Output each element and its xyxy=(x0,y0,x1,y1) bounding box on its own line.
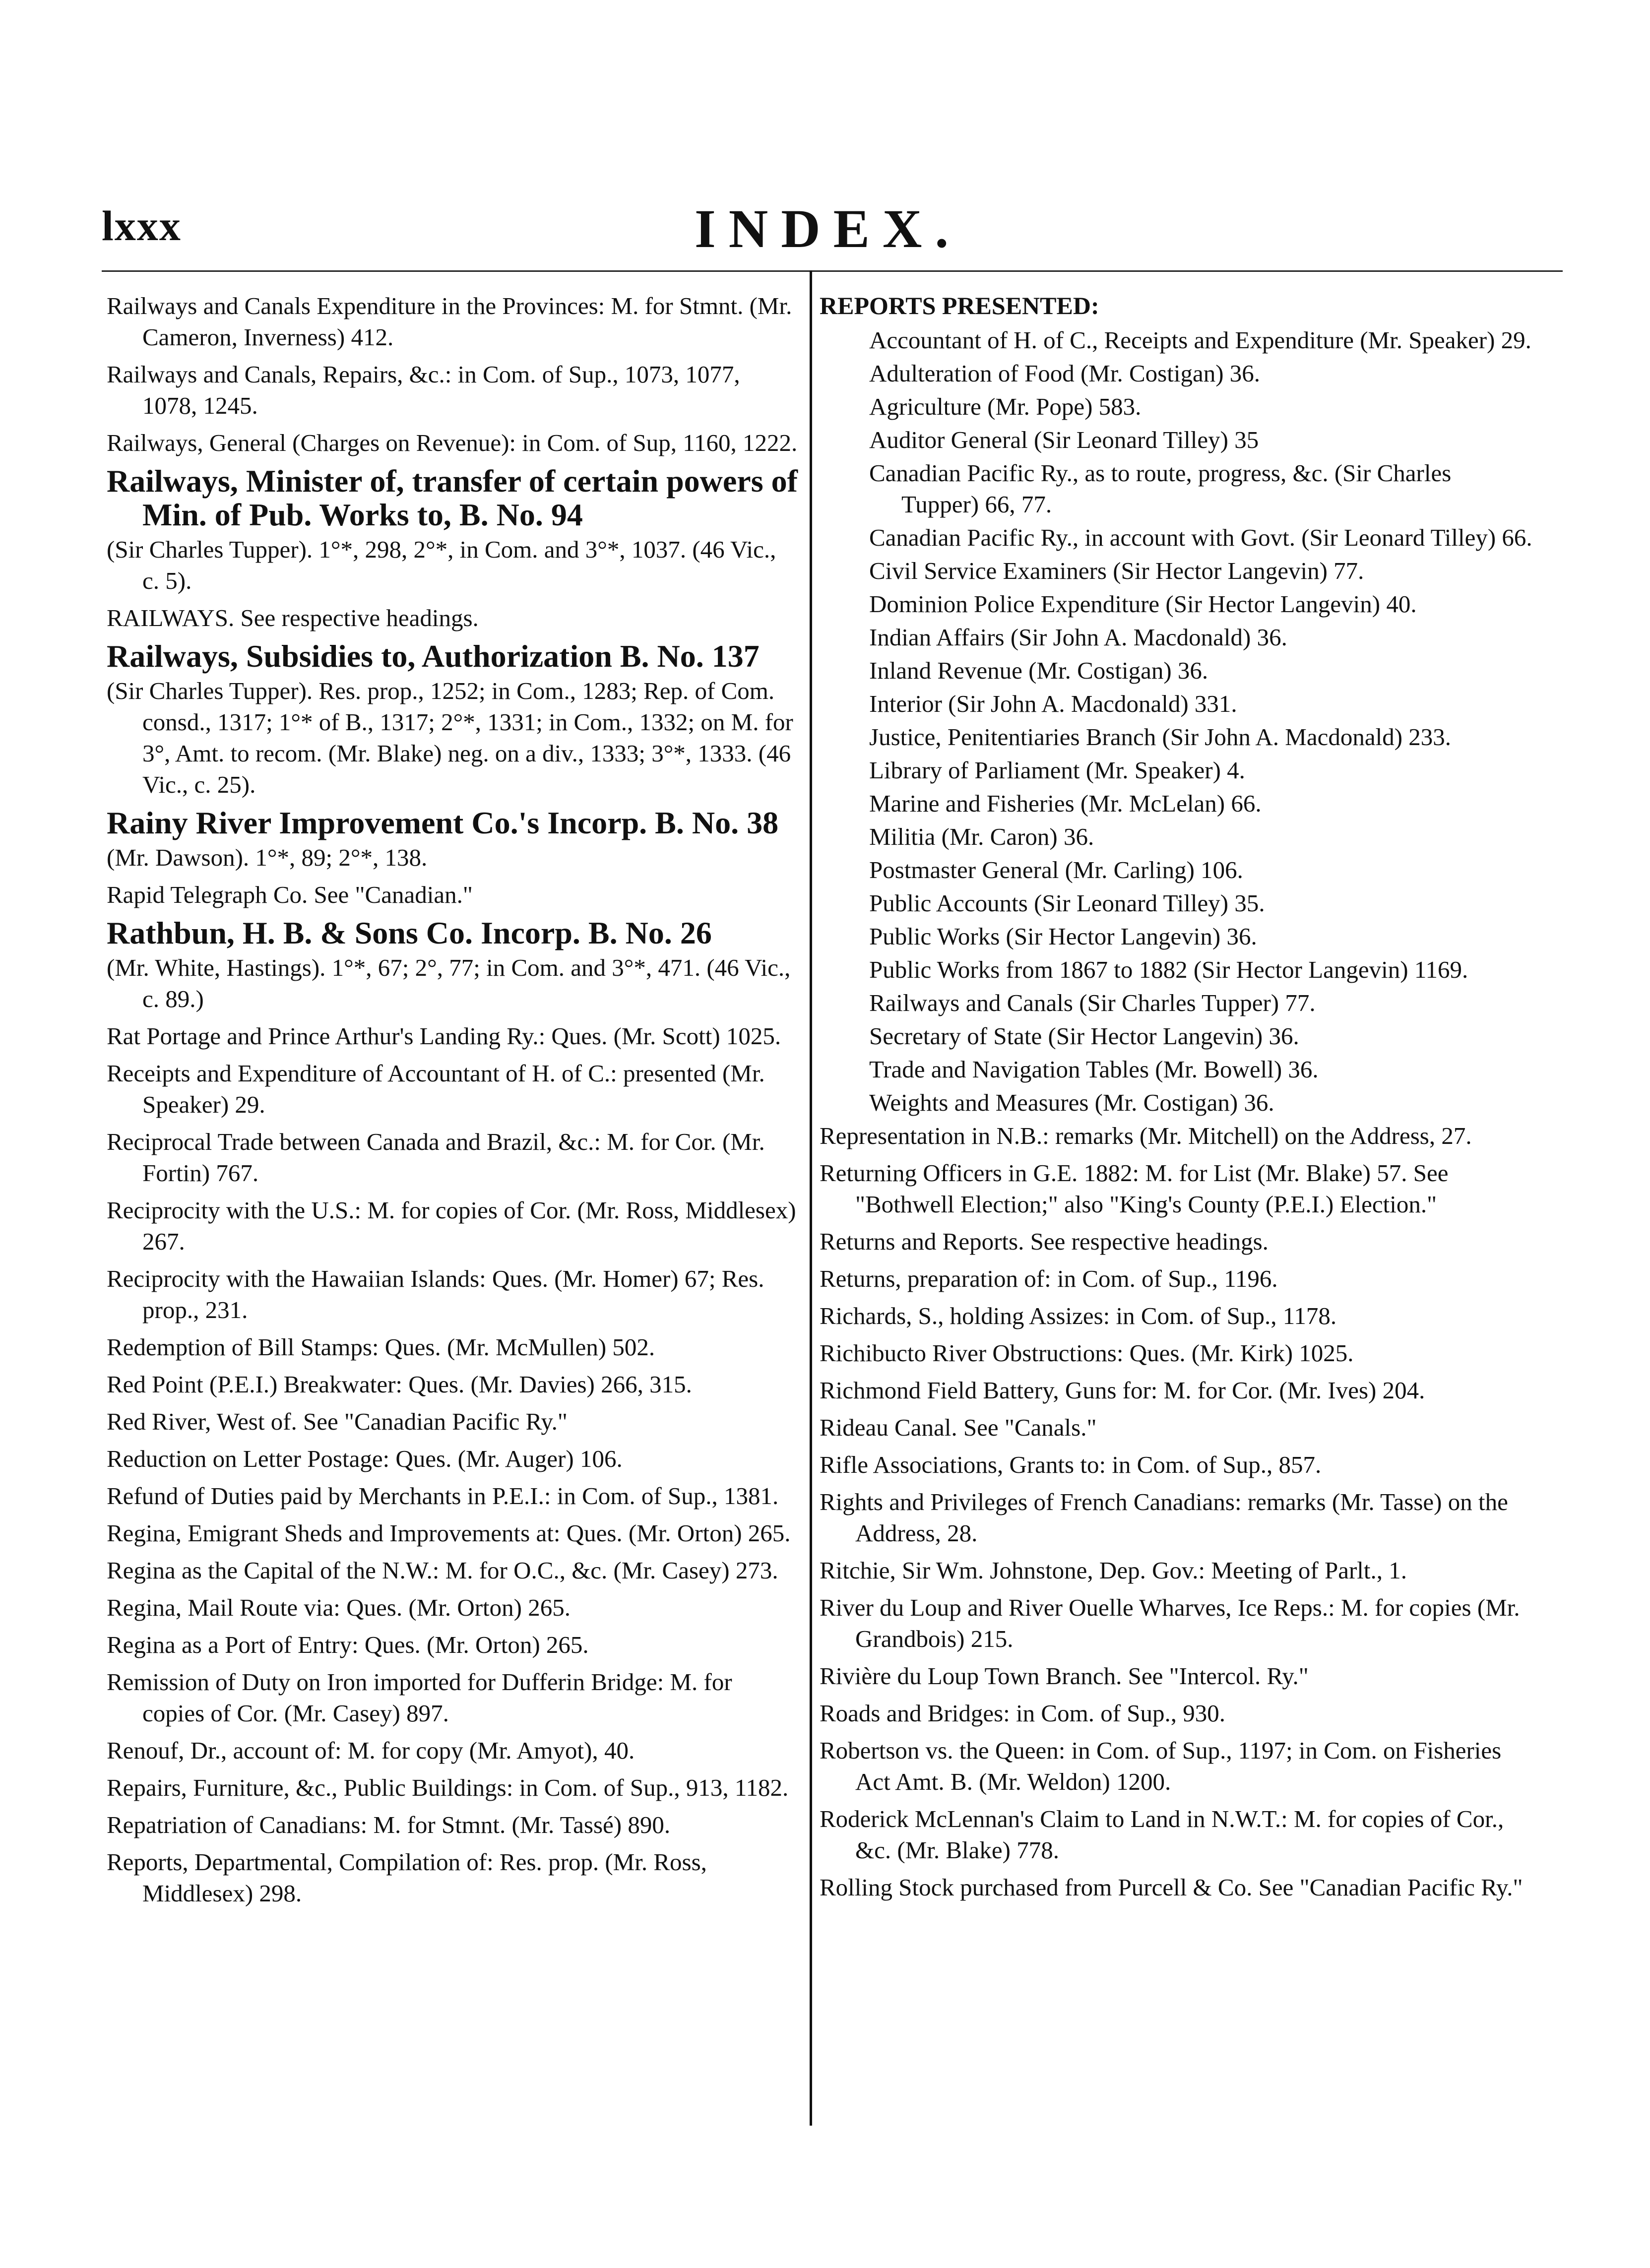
index-entry: Repatriation of Canadians: M. for Stmnt. (Mr. Tassé) 890. xyxy=(107,1811,671,1838)
report-item: Library of Parliament (Mr. Speaker) 4. xyxy=(869,756,1245,784)
report-item: Interior (Sir John A. Macdonald) 331. xyxy=(869,690,1237,717)
report-item: Agriculture (Mr. Pope) 583. xyxy=(869,393,1142,420)
report-item: Inland Revenue (Mr. Costigan) 36. xyxy=(869,657,1208,684)
index-entry: Richmond Field Battery, Guns for: M. for Cor. (Mr. Ives) 204. xyxy=(820,1377,1425,1404)
index-entry: Robertson vs. the Queen: in Com. of Sup., 1197; in Com. on Fisheries Act Amt. B. (Mr. Weldon) 1200. xyxy=(820,1737,1502,1795)
index-entry: Reduction on Letter Postage: Ques. (Mr. Auger) 106. xyxy=(107,1445,623,1472)
index-entry: (Mr. White, Hastings). 1°*, 67; 2°, 77; in Com. and 3°*, 471. (46 Vic., c. 89.) xyxy=(107,954,791,1012)
index-entry: Reciprocity with the U.S.: M. for copies of Cor. (Mr. Ross, Middlesex) 267. xyxy=(107,1197,796,1255)
left-column xyxy=(107,290,799,1915)
section-header-reports-presented: REPORTS PRESENTED: xyxy=(820,292,1099,319)
index-entry: Returns and Reports. See respective headings. xyxy=(820,1228,1269,1255)
index-entry: Reciprocity with the Hawaiian Islands: Ques. (Mr. Homer) 67; Res. prop., 231. xyxy=(107,1265,764,1323)
index-entry: (Sir Charles Tupper). 1°*, 298, 2°*, in Com. and 3°*, 1037. (46 Vic., c. 5). xyxy=(107,536,776,594)
index-entry: Rivière du Loup Town Branch. See "Intercol. Ry." xyxy=(820,1662,1309,1690)
page-number: lxxx xyxy=(102,202,182,250)
index-entry: Returns, preparation of: in Com. of Sup., 1196. xyxy=(820,1265,1278,1292)
index-entry: Railways, General (Charges on Revenue): in Com. of Sup, 1160, 1222. xyxy=(107,429,798,456)
index-entry: Redemption of Bill Stamps: Ques. (Mr. McMullen) 502. xyxy=(107,1333,655,1361)
index-entry: (Mr. Dawson). 1°*, 89; 2°*, 138. xyxy=(107,844,428,871)
report-item: Marine and Fisheries (Mr. McLelan) 66. xyxy=(869,790,1262,817)
index-entry: Rapid Telegraph Co. See "Canadian." xyxy=(107,881,473,908)
index-entry: Rideau Canal. See "Canals." xyxy=(820,1414,1097,1441)
report-item: Weights and Measures (Mr. Costigan) 36. xyxy=(869,1089,1274,1116)
report-item: Railways and Canals (Sir Charles Tupper) 77. xyxy=(869,989,1316,1016)
index-entry: Returning Officers in G.E. 1882: M. for List (Mr. Blake) 57. See "Bothwell Election;" also "King's County (P.E.I.) Election." xyxy=(820,1159,1449,1218)
index-entry: Railways and Canals Expenditure in the Provinces: M. for Stmnt. (Mr. Cameron, Inverness) 412. xyxy=(107,292,792,351)
index-entry: Rathbun, H. B. & Sons Co. Incorp. B. No. 26 xyxy=(107,915,712,950)
index-entry: Red Point (P.E.I.) Breakwater: Ques. (Mr. Davies) 266, 315. xyxy=(107,1371,692,1398)
index-entry: Remission of Duty on Iron imported for Dufferin Bridge: M. for copies of Cor. (Mr. Casey) 897. xyxy=(107,1668,732,1727)
index-entry: Rights and Privileges of French Canadians: remarks (Mr. Tasse) on the Address, 28. xyxy=(820,1488,1508,1547)
index-entry: Regina, Mail Route via: Ques. (Mr. Orton) 265. xyxy=(107,1594,571,1621)
index-entry: Rifle Associations, Grants to: in Com. of Sup., 857. xyxy=(820,1451,1322,1478)
index-entry: Receipts and Expenditure of Accountant of H. of C.: presented (Mr. Speaker) 29. xyxy=(107,1060,765,1118)
report-item: Civil Service Examiners (Sir Hector Langevin) 77. xyxy=(869,557,1364,584)
report-item: Trade and Navigation Tables (Mr. Bowell) 36. xyxy=(869,1056,1319,1083)
index-entry: Rainy River Improvement Co.'s Incorp. B. No. 38 xyxy=(107,805,779,840)
report-item: Secretary of State (Sir Hector Langevin) 36. xyxy=(869,1022,1299,1050)
index-entry: Railways and Canals, Repairs, &c.: in Com. of Sup., 1073, 1077, 1078, 1245. xyxy=(107,361,740,419)
report-item: Accountant of H. of C., Receipts and Expenditure (Mr. Speaker) 29. xyxy=(869,326,1531,354)
index-entry: Railways, Minister of, transfer of certain powers of Min. of Pub. Works to, B. No. 94 xyxy=(107,463,798,532)
report-item: Militia (Mr. Caron) 36. xyxy=(869,823,1094,850)
index-entry: River du Loup and River Ouelle Wharves, Ice Reps.: M. for copies (Mr. Grandbois) 215. xyxy=(820,1594,1520,1652)
report-item: Public Works from 1867 to 1882 (Sir Hector Langevin) 1169. xyxy=(869,956,1468,983)
right-entries-list xyxy=(820,1120,1534,1903)
index-entry: Reciprocal Trade between Canada and Brazil, &c.: M. for Cor. (Mr. Fortin) 767. xyxy=(107,1128,765,1187)
report-item: Canadian Pacific Ry., in account with Govt. (Sir Leonard Tilley) 66. xyxy=(869,524,1532,551)
index-entry: Refund of Duties paid by Merchants in P.E.I.: in Com. of Sup., 1381. xyxy=(107,1482,779,1510)
page-title: INDEX. xyxy=(695,198,961,259)
index-entry: Roads and Bridges: in Com. of Sup., 930. xyxy=(820,1700,1226,1727)
report-item: Dominion Police Expenditure (Sir Hector Langevin) 40. xyxy=(869,590,1417,618)
index-entry: Richards, S., holding Assizes: in Com. of Sup., 1178. xyxy=(820,1302,1337,1329)
report-item: Adulteration of Food (Mr. Costigan) 36. xyxy=(869,360,1261,387)
index-entry: Repairs, Furniture, &c., Public Buildings: in Com. of Sup., 913, 1182. xyxy=(107,1774,789,1801)
report-item: Auditor General (Sir Leonard Tilley) 35 xyxy=(869,426,1259,453)
column-divider xyxy=(810,270,812,2126)
index-entry: Railways, Subsidies to, Authorization B. No. 137 xyxy=(107,638,760,674)
report-item: Postmaster General (Mr. Carling) 106. xyxy=(869,856,1243,883)
index-entry: Regina as a Port of Entry: Ques. (Mr. Orton) 265. xyxy=(107,1631,589,1658)
index-entry: Renouf, Dr., account of: M. for copy (Mr. Amyot), 40. xyxy=(107,1737,635,1764)
index-entry: (Sir Charles Tupper). Res. prop., 1252; in Com., 1283; Rep. of Com. consd., 1317; 1°* of B., 1317; 2°*, 1331; in Com., 1332; on M. for 3°, Amt. to recom. (Mr. Blake) neg. on a div., 1333; 3°*, 1333. (46 Vic., c. 25). xyxy=(107,677,793,798)
report-item: Public Accounts (Sir Leonard Tilley) 35. xyxy=(869,889,1265,917)
index-entry: Representation in N.B.: remarks (Mr. Mitchell) on the Address, 27. xyxy=(820,1122,1472,1149)
reports-presented-list xyxy=(820,324,1534,1118)
report-item: Justice, Penitentiaries Branch (Sir John A. Macdonald) 233. xyxy=(869,723,1452,751)
index-entry: RAILWAYS. See respective headings. xyxy=(107,604,479,631)
index-entry: Rolling Stock purchased from Purcell & Co. See "Canadian Pacific Ry." xyxy=(820,1874,1523,1901)
report-item: Public Works (Sir Hector Langevin) 36. xyxy=(869,923,1257,950)
report-item: Canadian Pacific Ry., as to route, progress, &c. (Sir Charles Tupper) 66, 77. xyxy=(869,459,1452,518)
index-entry: Reports, Departmental, Compilation of: Res. prop. (Mr. Ross, Middlesex) 298. xyxy=(107,1848,707,1907)
right-column xyxy=(820,290,1534,1909)
report-item: Indian Affairs (Sir John A. Macdonald) 36. xyxy=(869,624,1287,651)
title-rule xyxy=(102,270,1563,272)
index-entry: Richibucto River Obstructions: Ques. (Mr. Kirk) 1025. xyxy=(820,1339,1354,1367)
index-entry: Red River, West of. See "Canadian Pacific Ry." xyxy=(107,1408,568,1435)
index-entry: Rat Portage and Prince Arthur's Landing Ry.: Ques. (Mr. Scott) 1025. xyxy=(107,1022,781,1050)
index-entry: Regina as the Capital of the N.W.: M. for O.C., &c. (Mr. Casey) 273. xyxy=(107,1557,778,1584)
index-entry: Ritchie, Sir Wm. Johnstone, Dep. Gov.: Meeting of Parlt., 1. xyxy=(820,1557,1407,1584)
index-entry: Regina, Emigrant Sheds and Improvements at: Ques. (Mr. Orton) 265. xyxy=(107,1519,791,1547)
index-entry: Roderick McLennan's Claim to Land in N.W.T.: M. for copies of Cor., &c. (Mr. Blake) 778. xyxy=(820,1805,1504,1864)
